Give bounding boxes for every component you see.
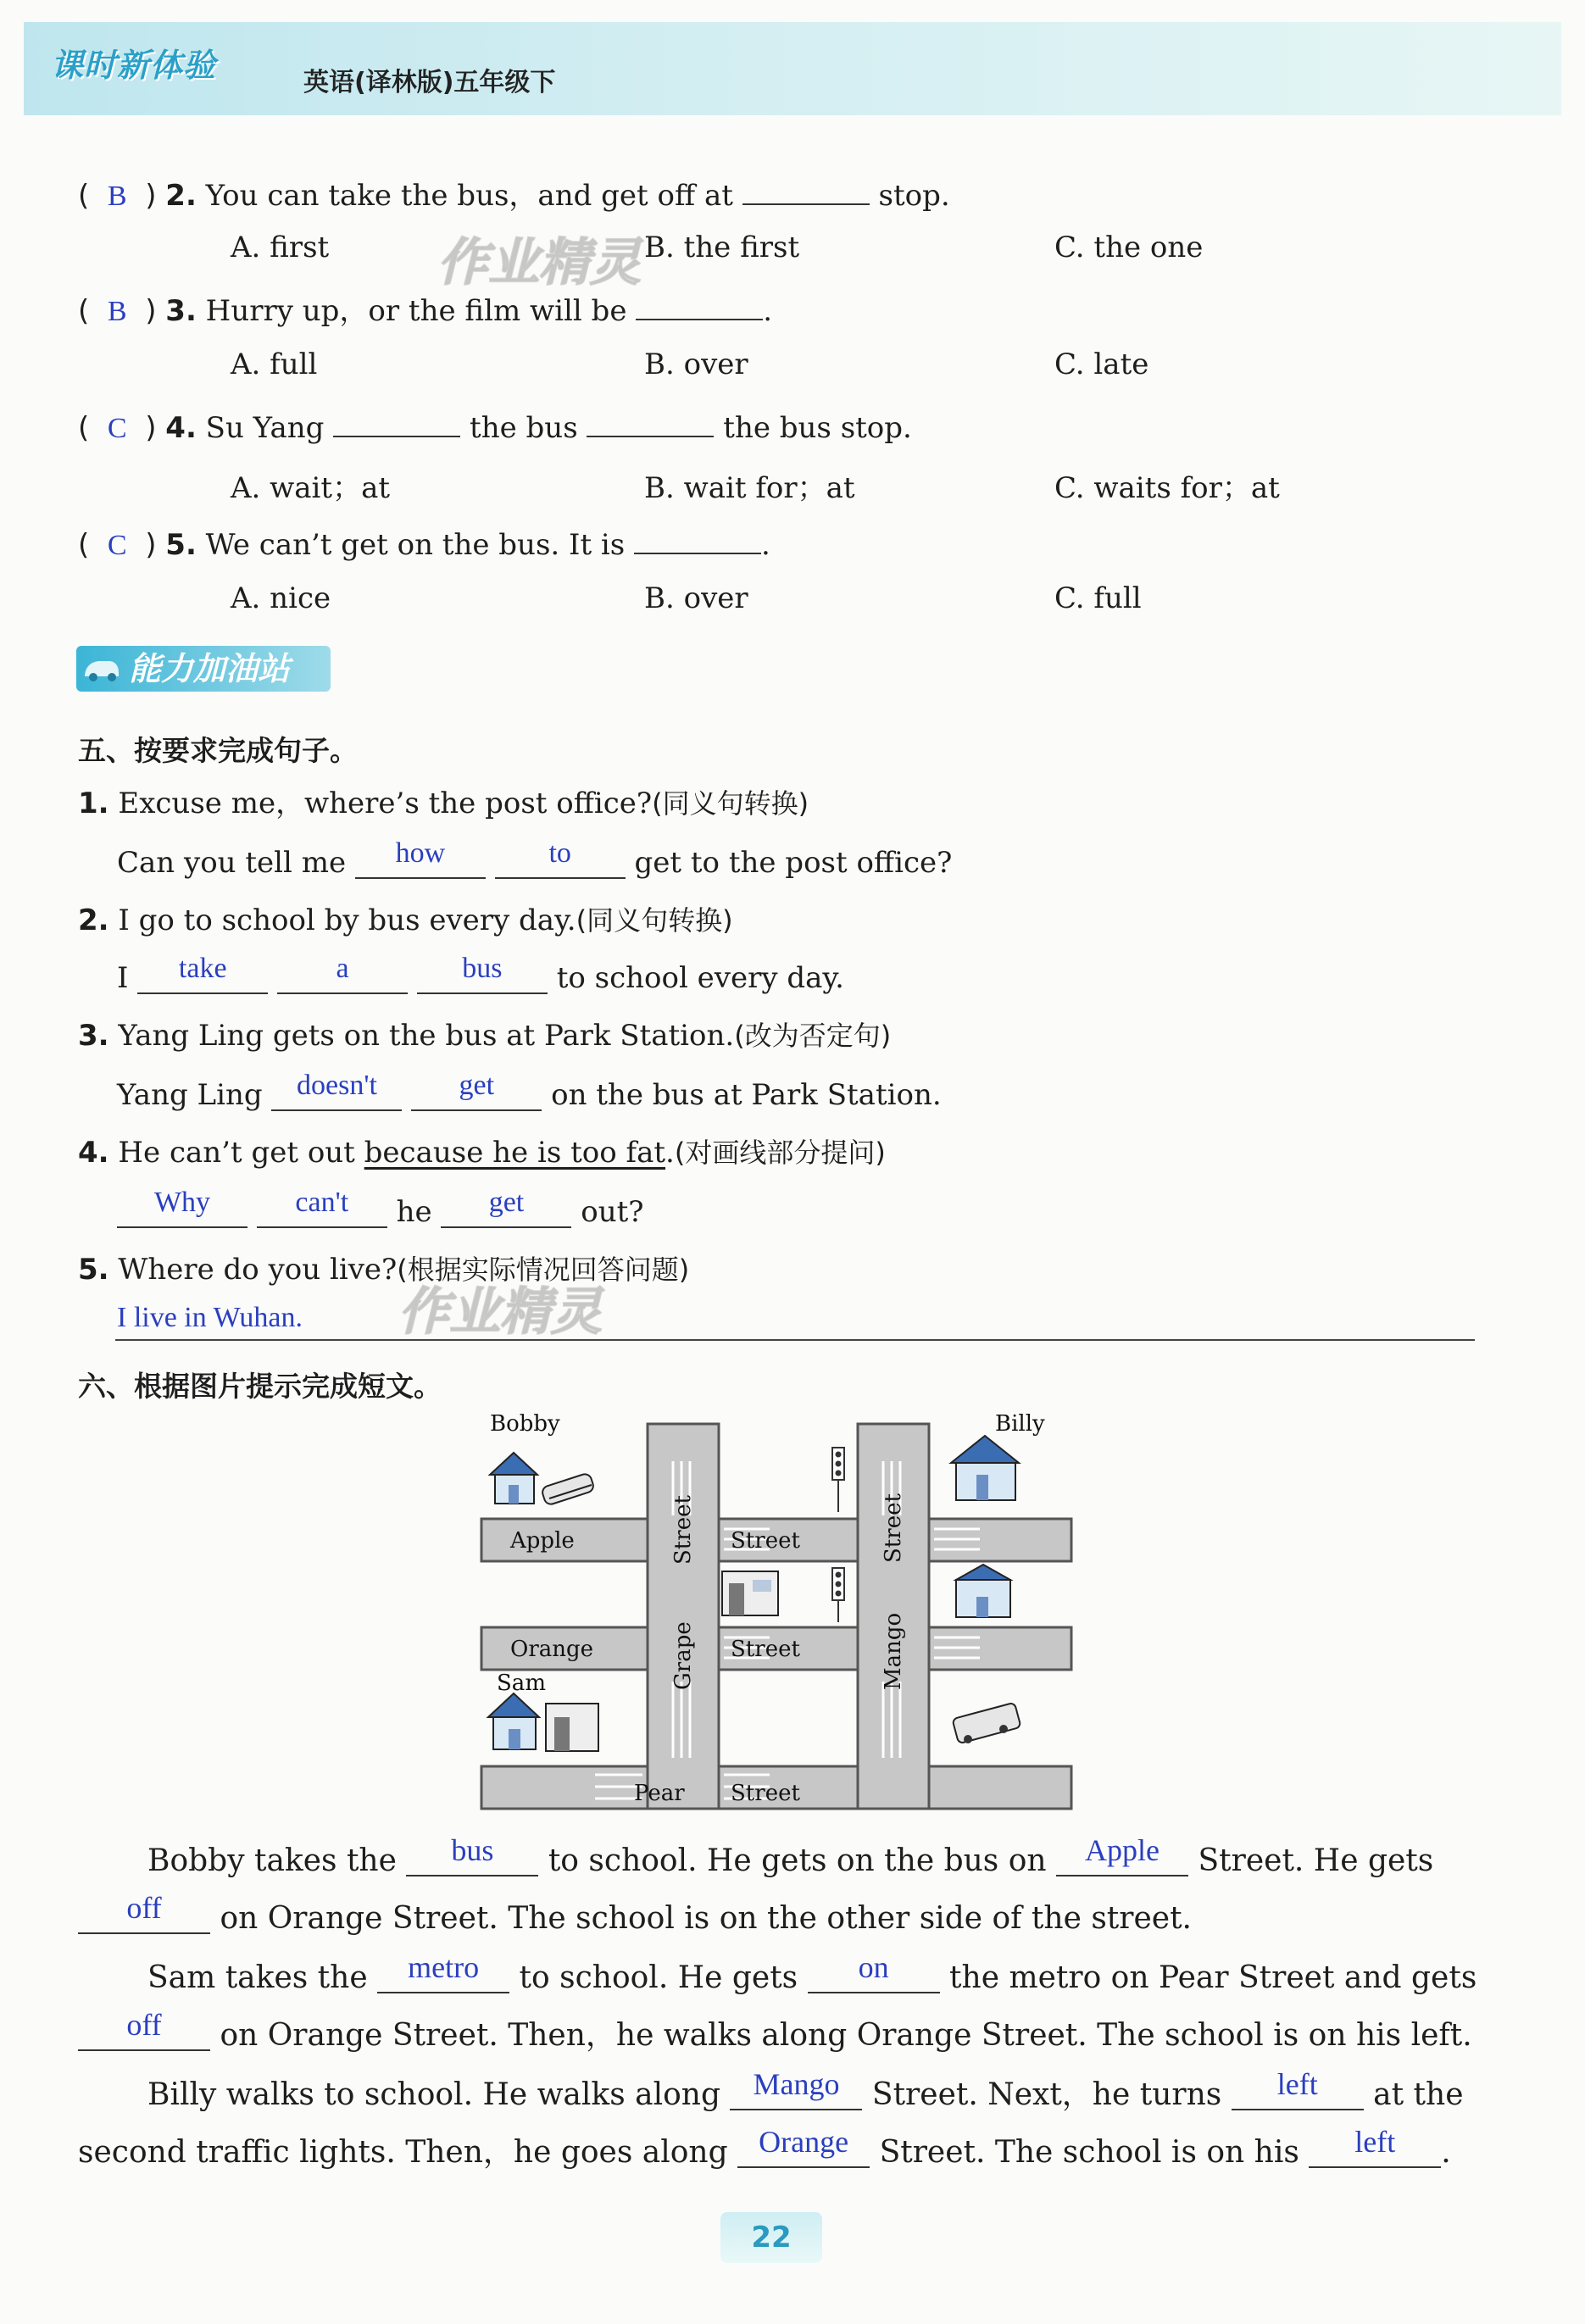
- answer-blank: [634, 524, 761, 554]
- option-a: A. wait；at: [231, 471, 391, 505]
- street-map: [476, 1410, 1078, 1826]
- answer-blank: Apple: [1056, 1846, 1188, 1876]
- answer-blank: get: [411, 1081, 542, 1111]
- map-label-mango-street: Street: [881, 1493, 906, 1563]
- passage-billy-line-1: Billy walks to school. He walks along Mango Street. Next，he turns left at the: [147, 2067, 1464, 2112]
- s5-answer-5: I live in Wuhan.: [117, 1302, 303, 1333]
- house-icon: [490, 1453, 537, 1504]
- map-label-orange: Orange: [510, 1637, 594, 1662]
- answer-blank: off: [78, 1904, 210, 1934]
- option-c: C. late: [1054, 347, 1149, 381]
- map-label-pear-street: Street: [731, 1781, 800, 1806]
- traffic-light-icon: [832, 1448, 844, 1512]
- map-label-apple: Apple: [510, 1528, 575, 1554]
- option-b: B. the first: [644, 231, 800, 264]
- answer-blank: Mango: [730, 2080, 862, 2110]
- mc-answer: B: [107, 181, 127, 212]
- map-label-sam: Sam: [497, 1671, 546, 1696]
- s5-answer-line-1: Can you tell me how to get to the post office?: [117, 837, 953, 880]
- answer-blank: get: [441, 1198, 571, 1228]
- metro-station-icon: [546, 1704, 598, 1751]
- s5-answer-line-4: Why can't he get out?: [117, 1195, 644, 1229]
- s5-answer-line-3: Yang Ling doesn't get on the bus at Park Station.: [117, 1070, 942, 1112]
- section-tag: [76, 646, 331, 692]
- option-a: A. nice: [231, 581, 331, 615]
- school-icon: [956, 1565, 1010, 1617]
- mc-question-3: ( B ) 3. Hurry up，or the film will be .: [78, 290, 772, 329]
- answer-blank: how: [355, 848, 486, 879]
- answer-blank: Why: [117, 1198, 247, 1228]
- section-tag-label: 能力加油站: [129, 650, 291, 687]
- option-c: C. waits for；at: [1054, 471, 1280, 505]
- answer-blank: doesn't: [271, 1081, 402, 1111]
- mc-answer: C: [107, 530, 127, 561]
- house-icon: [488, 1693, 539, 1749]
- answer-blank: [742, 175, 870, 205]
- option-b: B. over: [644, 581, 748, 615]
- map-label-grape-street: Street: [670, 1495, 696, 1565]
- watermark: 作业精灵: [398, 1282, 602, 1342]
- s5-answer-line-2: I take a bus to school every day.: [117, 953, 844, 995]
- map-label-orange-street: Street: [731, 1637, 800, 1662]
- house-icon: [951, 1436, 1019, 1500]
- bus-stop-icon: [722, 1571, 778, 1615]
- map-label-grape: Grape: [670, 1621, 696, 1690]
- answer-blank: left: [1309, 2138, 1441, 2168]
- option-c: C. the one: [1054, 231, 1204, 264]
- answer-blank: [587, 407, 714, 437]
- option-a: A. first: [231, 231, 330, 264]
- bus-icon: [952, 1703, 1021, 1744]
- passage-sam-line-1: Sam takes the metro to school. He gets on the metro on Pear Street and gets: [147, 1950, 1477, 1995]
- map-label-bobby: Bobby: [490, 1411, 560, 1437]
- passage-sam-line-2: off on Orange Street. Then，he walks along Orange Street. The school is on his left.: [78, 2019, 1472, 2053]
- answer-line: [115, 1339, 1475, 1341]
- answer-blank: [333, 407, 460, 437]
- traffic-light-icon: [832, 1568, 844, 1622]
- s5-question-5: 5. Where do you live?(根据实际情况回答问题): [78, 1253, 690, 1287]
- passage-bobby-line-1: Bobby takes the bus to school. He gets on the bus on Apple Street. He gets: [147, 1833, 1434, 1878]
- map-label-pear: Pear: [634, 1781, 685, 1806]
- option-a: A. full: [231, 347, 318, 381]
- answer-blank: bus: [406, 1846, 538, 1876]
- s5-question-4: 4. He can’t get out because he is too fat.(对画线部分提问): [78, 1136, 886, 1170]
- option-b: B. over: [644, 347, 748, 381]
- answer-blank: a: [277, 964, 408, 994]
- answer-blank: bus: [417, 964, 548, 994]
- section-6-title: 六、根据图片提示完成短文。: [78, 1370, 442, 1403]
- page-header: [24, 22, 1561, 115]
- map-label-billy: Billy: [995, 1411, 1045, 1437]
- watermark: 作业精灵: [437, 233, 641, 292]
- car-icon: [81, 654, 122, 683]
- passage-billy-line-2: second traffic lights. Then，he goes along Orange Street. The school is on his left .: [78, 2125, 1451, 2170]
- answer-blank: metro: [377, 1963, 509, 1993]
- underlined-phrase: because he is too fat: [364, 1136, 666, 1170]
- mc-question-4: ( C ) 4. Su Yang the bus the bus stop.: [78, 407, 912, 446]
- section-5-title: 五、按要求完成句子。: [78, 734, 358, 767]
- answer-blank: take: [137, 964, 268, 994]
- passage-bobby-line-2: off on Orange Street. The school is on the other side of the street.: [78, 1902, 1192, 1936]
- answer-blank: off: [78, 2021, 210, 2051]
- mc-question-2: ( B ) 2. You can take the bus，and get off at stop.: [78, 175, 950, 214]
- s5-question-3: 3. Yang Ling gets on the bus at Park Station.(改为否定句): [78, 1019, 892, 1053]
- mc-answer: C: [107, 413, 127, 444]
- answer-blank: on: [808, 1963, 940, 1993]
- option-b: B. wait for；at: [644, 471, 855, 505]
- answer-blank: left: [1232, 2080, 1364, 2110]
- subject-title: 英语(译林版)五年级下: [303, 68, 556, 97]
- option-c: C. full: [1054, 581, 1142, 615]
- train-icon: [541, 1472, 595, 1505]
- mc-answer: B: [107, 296, 127, 327]
- map-label-apple-street: Street: [731, 1528, 800, 1554]
- answer-blank: can't: [257, 1198, 387, 1228]
- page-number: 22: [720, 2212, 822, 2263]
- s5-question-1: 1. Excuse me，where’s the post office?(同义句转换): [78, 787, 809, 820]
- map-label-mango: Mango: [881, 1612, 906, 1690]
- answer-blank: Orange: [737, 2138, 870, 2168]
- s5-question-2: 2. I go to school by bus every day.(同义句转换): [78, 903, 733, 937]
- answer-blank: [636, 290, 763, 320]
- answer-blank: to: [495, 848, 626, 879]
- brand-title: 课时新体验: [51, 47, 217, 84]
- mc-question-5: ( C ) 5. We can’t get on the bus. It is .: [78, 524, 770, 563]
